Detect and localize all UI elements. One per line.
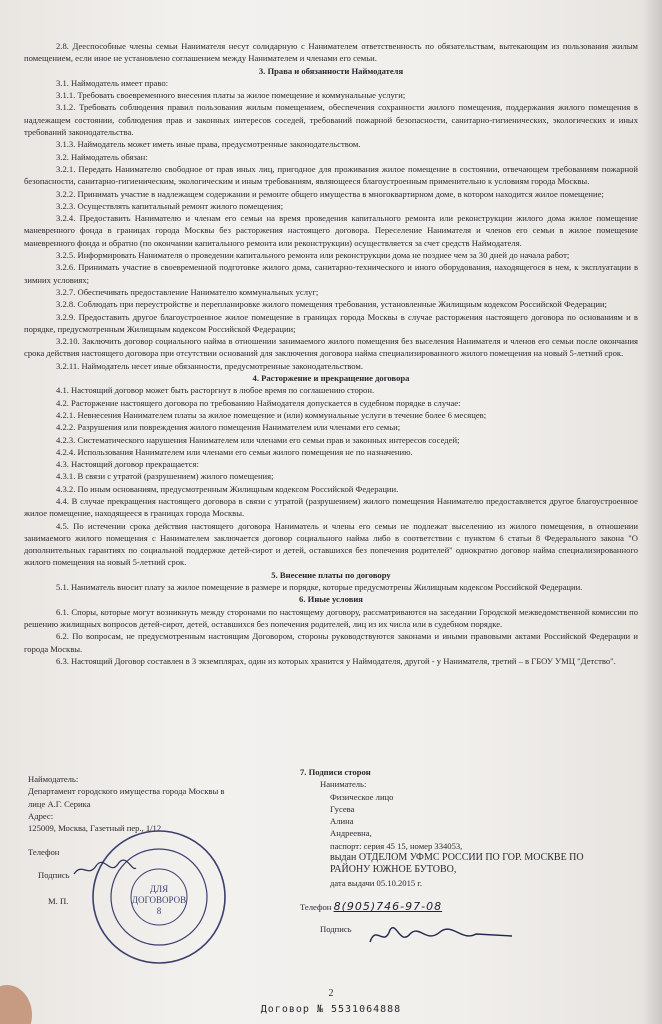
contract-clause: 4.2.3. Систематического нарушения Нанимателем или членами его семьи прав и законных интересов соседей; [56,434,460,445]
contract-clause: 3.1.2. Требовать соблюдения правил пользования жилым помещением, обеспечения сохранности жилого помещения, поддержания жилого помещения в надлежащем состоянии, соблюдения прав и законных интересов соседей, требований пожарной безопасности, санитарно-гигиенических, экологических и иных требований законодательства. [24,102,638,138]
tenant-type: Физическое лицо [330,791,394,802]
contract-clause: 3.1.1. Требовать своевременного внесения платы за жилое помещение и коммунальные услуги; [56,90,406,101]
contract-clause: 4.3.1. В связи с утратой (разрушением) жилого помещения; [56,471,274,482]
tenant-passport: паспорт: серия 45 15, номер 334053, [330,840,463,851]
landlord-phone-label: Телефон [28,847,60,858]
contract-clause: 4.2.4. Использования Нанимателем или членами его семьи жилого помещения не по назначению. [56,446,413,457]
contract-clause: 5.1. Наниматель вносит плату за жилое помещение в размере и порядке, которые предусмотрены Жилищным кодексом Российской Федерации. [56,582,583,593]
contract-clause: 4.3. Настоящий договор прекращается: [56,459,199,470]
contract-clause: 6.3. Настоящий Договор составлен в 3 экземплярах, один из которых хранится у Наймодателя, другой - у Нанимателя, третий – в ГБОУ УМЦ "Детство". [56,655,616,666]
contract-clause: 3.2.1. Передать Нанимателю свободное от прав иных лиц, пригодное для проживания жилое помещение в состоянии, отвечающем требованиям пожарной безопасности, санитарно-гигиеническим, экологическим и иным требованиям, являющееся благоустроенным применительно к условиям города Москвы. [24,163,638,187]
section-heading: 3. Права и обязанности Наймодателя [258,65,404,76]
contract-text-block [24,40,638,667]
contract-clause: 3.1. Наймодатель имеет право: [56,77,168,88]
section-heading: 4. Расторжение и прекращение договора [252,373,410,384]
contract-clause: 3.2.3. Осуществлять капитальный ремонт жилого помещения; [56,200,284,211]
contract-clause: 4.2.1. Невнесения Нанимателем платы за жилое помещение и (или) коммунальные услуги в течение более 6 месяцев; [56,409,487,420]
contract-clause: 3.2.7. Обеспечивать предоставление Нанимателю коммунальных услуг; [56,286,319,297]
stamp-text-line1: ДЛЯ [149,884,169,894]
contract-clause: 4.5. По истечении срока действия настоящего договора Наниматель и члены его семьи не подлежат выселению из жилого помещения, в отношении занимаемого жилого помещения с Нанимателем заключается договор социального найма либо в соответствии с пунктом 6 статьи 8 Федерального закона "О дополнительных гарантиях по социальной поддержке детей-сирот и детей, оставшихся без попечения родителей" однократно договор найма специализированного жилого помещения на новый 5-летний срок. [24,520,638,568]
tenant-signature-scribble [366,922,516,950]
contract-clause: 6.1. Споры, которые могут возникнуть между сторонами по настоящему договору, рассматриваются на заседании Городской межведомственной комиссии по решению жилищных вопросов детей-сирот, детей, оставшихся без попечения родителей, лиц из их числа или в судебном порядке. [24,606,638,629]
contract-clause: 3.2. Наймодатель обязан: [56,151,148,162]
tenant-phone-row [300,901,620,913]
signatures-heading: 7. Подписи сторон [300,767,371,777]
landlord-org: Департамент городского имущества города Москвы в [28,786,225,797]
page-number: 2 [328,988,334,999]
contract-clause: 3.2.8. Соблюдать при переустройстве и перепланировке жилого помещения требования, установленные Жилищным кодексом Российской Федерации; [56,299,607,310]
contract-clause: 4.1. Настоящий договор может быть расторгнут в любое время по соглашению сторон. [56,385,375,396]
tenant-patronymic: Андреевна, [330,828,372,839]
contract-clause: 6.2. По вопросам, не предусмотренным настоящим Договором, стороны руководствуются законами и иными правовыми актами Российской Федерации и города Москвы. [24,631,638,654]
stamp-text-line2: ДОГОВОРОВ [131,895,187,905]
contract-clause: 4.3.2. По иным основаниям, предусмотренным Жилищным кодексом Российской Федерации. [56,483,399,494]
contract-clause: 3.2.6. Принимать участие в своевременной подготовке жилого дома, санитарно-технического и иного оборудования, находящегося в нем, к эксплуатации в зимних условиях; [24,262,638,285]
contract-clause: 3.2.11. Наймодатель несет иные обязанности, предусмотренные законодательством. [56,360,363,371]
tenant-sign-label: Подпись [320,924,352,935]
contract-clause: 3.1.3. Наймодатель может иметь иные права, предусмотренные законодательством. [56,139,361,150]
contract-clause: 3.2.9. Предоставить другое благоустроенное жилое помещение в границах города Москвы в случае расторжения настоящего договора по основаниям и в порядке, предусмотренным Жилищным кодексом Российской Федерации; [24,311,638,334]
contract-clause: 3.2.5. Информировать Нанимателя о проведении капитального ремонта или реконструкции дома не позднее чем за 30 дней до начала работ; [56,250,570,261]
landlord-address-label: Адрес: [28,810,54,821]
contract-clause: 3.2.2. Принимать участие в надлежащем содержании и ремонте общего имущества в многоквартирном доме, в котором находится жилое помещение; [56,188,604,199]
stamp-place-label: М. П. [48,896,69,907]
page-edge-shadow [642,0,662,1024]
tenant-issued-by: выдан ОТДЕЛОМ УФМС РОССИИ ПО ГОР. МОСКВЕ ПО [330,852,584,864]
stamp-text-line3: 8 [156,906,162,916]
contract-clause: 2.8. Дееспособные члены семьи Нанимателя несут солидарную с Нанимателем ответственность по обязательствам, вытекающим из пользования жилым помещением, если иное не установлено соглашением между Нанимателем и членами его семьи. [24,41,638,64]
contract-clause: 3.2.10. Заключить договор социального найма в отношении занимаемого жилого помещения без выселения Нанимателя и членов его семьи после окончания срока действия настоящего договора при отсутствии оснований для заключения договора найма специализированного жилого помещения на новый 5-летний срок. [24,336,638,359]
tenant-phone-handwritten: 8(905)746-97-08 [333,899,443,913]
tenant-title: Наниматель: [320,779,367,790]
section-heading: 6. Иные условия [299,594,363,605]
tenant-issue-date: дата выдачи 05.10.2015 г. [330,877,423,888]
tenant-first-name: Алина [330,816,354,827]
official-stamp [84,822,234,972]
tenant-last-name: Гусева [330,803,355,814]
landlord-title: Наймодатель: [28,774,79,784]
contract-clause: 4.2. Расторжение настоящего договора по требованию Наймодателя допускается в судебном порядке в случае: [56,397,461,408]
landlord-signature-scribble [70,858,140,882]
landlord-address: 125009, Москва, Газетный пер., 1/12 [28,823,162,834]
document-number: Договор № 5531064888 [260,1004,402,1015]
tenant-details [300,766,620,936]
landlord-person: лице А.Г. Серика [28,798,91,809]
contract-clause: 4.4. В случае прекращения настоящего договора в связи с утратой (разрушением) жилого помещения Нанимателю предоставляется другое благоустроенное жилое помещение, находящееся в границах города Москвы. [24,495,638,519]
tenant-issued-by-2: РАЙОНУ ЮЖНОЕ БУТОВО, [330,864,457,876]
landlord-sign-label: Подпись [38,869,70,880]
section-heading: 5. Внесение платы по договору [271,569,391,580]
tenant-phone-label: Телефон [300,901,332,912]
contract-clause: 3.2.4. Предоставить Нанимателю и членам его семьи на время проведения капитального ремонта или реконструкции жилого дома жилое помещение маневренного фонда в границах города Москвы без расторжения настоящего договора. Переселение Нанимателя и членов его семьи в жилое помещение маневренного фонда и обратно (по окончании капитального ремонта или реконструкции) осуществляется за счет средств Наймодателя. [24,213,638,248]
contract-clause: 4.2.2. Разрушения или повреждения жилого помещения Нанимателем или членами его семьи; [56,422,401,433]
